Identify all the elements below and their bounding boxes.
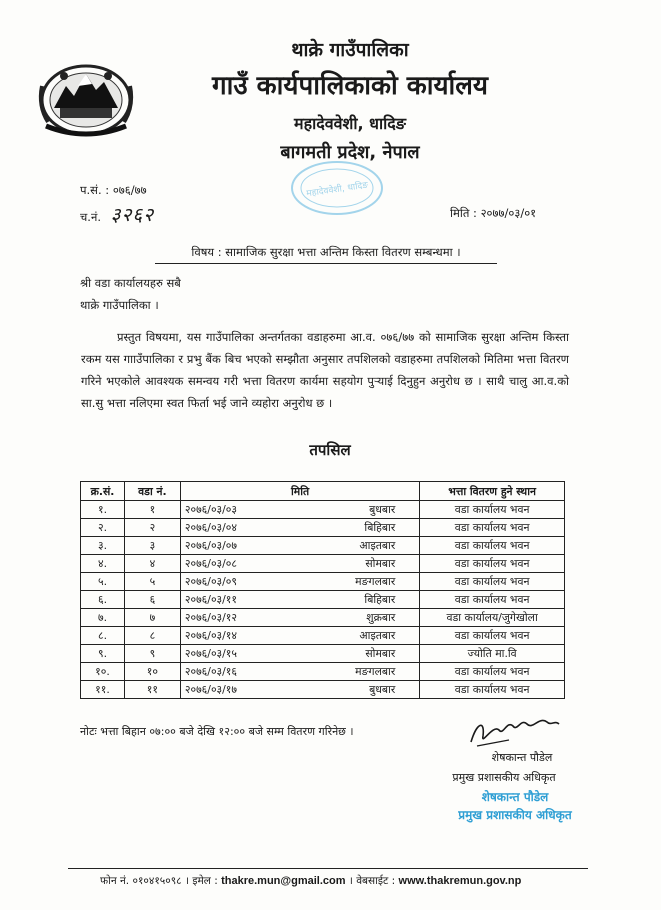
province-name: बागमती प्रदेश, नेपाल xyxy=(280,142,420,163)
row-sn: ७. xyxy=(81,609,125,627)
table-row xyxy=(81,537,565,555)
phone-number: ०१०४१५०९८ xyxy=(132,875,182,887)
municipality-name: थाक्रे गाउँपालिका xyxy=(291,39,409,61)
cn-label: च.नं. xyxy=(80,210,101,224)
row-place: वडा कार्यालय भवन xyxy=(420,663,565,681)
row-date-cell xyxy=(180,537,419,555)
row-ward: १ xyxy=(124,501,180,519)
table-row xyxy=(81,573,565,591)
row-sn: ८. xyxy=(81,627,125,645)
letter-date xyxy=(450,206,536,221)
row-date: २०७६/०३/०७ xyxy=(184,539,238,552)
row-date: २०७६/०३/११ xyxy=(184,593,238,606)
row-date-cell xyxy=(180,627,419,645)
schedule-heading: तपसिल xyxy=(309,441,351,459)
row-ward: ५ xyxy=(124,573,180,591)
table-header-row xyxy=(81,482,565,501)
table-row xyxy=(81,663,565,681)
row-place: वडा कार्यालय भवन xyxy=(420,537,565,555)
row-ward: ८ xyxy=(124,627,180,645)
row-sn: १. xyxy=(81,501,125,519)
row-date: २०७६/०३/१६ xyxy=(184,665,238,678)
row-date-cell xyxy=(180,591,419,609)
row-date: २०७६/०३/१४ xyxy=(184,629,238,642)
patra-sankhya xyxy=(80,183,147,198)
table-row xyxy=(81,645,565,663)
row-date-cell xyxy=(180,519,419,537)
signature-mark xyxy=(463,712,563,752)
row-day: सोमबार xyxy=(365,557,396,570)
row-place: वडा कार्यालय/जुगेखोला xyxy=(420,609,565,627)
row-ward: ७ xyxy=(124,609,180,627)
table-row xyxy=(81,591,565,609)
row-place: वडा कार्यालय भवन xyxy=(420,573,565,591)
col-place-header: भत्ता वितरण हुने स्थान xyxy=(420,482,565,501)
row-day: बिहिबार xyxy=(364,521,396,534)
row-date: २०७६/०३/०३ xyxy=(184,503,238,516)
row-sn: ९. xyxy=(81,645,125,663)
row-ward: १० xyxy=(124,663,180,681)
row-date: २०७६/०३/१५ xyxy=(184,647,238,660)
letter-body-text: प्रस्तुत विषयमा, यस गाउँपालिका अन्तर्गतका वडाहरुमा आ.व. ०७६/७७ को सामाजिक सुरक्षा अन्तिम किस्ता रकम यस गााउँपालिका र प्रभु बैंक बिच भएको सम्झौता अनुसार तपशिलको वडाहरुमा तपशिलको मितिमा भत्ता वितरण गरिने भएकोले आवश्यक समन्वय गरी भत्ता वितरण कार्यमा सहयोग पुऱ्याई दिनुहुन अनुरोध छ । साथै चालु आ.व.को सा.सु भत्ता नलिएमा स्वत फिर्ता भई जाने व्यहोरा अनुरोध छ । xyxy=(81,330,569,410)
row-ward: ९ xyxy=(124,645,180,663)
row-date-cell xyxy=(180,663,419,681)
row-sn: ६. xyxy=(81,591,125,609)
footer-divider xyxy=(68,868,588,869)
table-row xyxy=(81,501,565,519)
row-date: २०७६/०३/१७ xyxy=(184,683,238,696)
website-link[interactable]: www.thakremun.gov.np xyxy=(398,875,522,887)
row-date: २०७६/०३/१२ xyxy=(184,611,238,624)
date-value: २०७७/०३/०१ xyxy=(480,206,537,220)
signatory-name: शेषकान्त पौडेल xyxy=(491,751,553,764)
ps-value: ०७६/७७ xyxy=(112,183,147,197)
web-label: वेबसाईट : xyxy=(356,875,396,887)
table-row xyxy=(81,681,565,699)
distribution-time-note: नोटः भत्ता बिहान ०७:०० बजे देखि १२:०० बजे सम्म वितरण गरिनेछ । xyxy=(80,725,354,738)
row-date: २०७६/०३/०४ xyxy=(184,521,238,534)
office-name: गाउँ कार्यपालिकाको कार्यालय xyxy=(212,71,488,101)
row-date-cell xyxy=(180,645,419,663)
row-day: मङगलबार xyxy=(355,665,396,678)
addressee-line1: श्री वडा कार्यालयहरु सबै xyxy=(80,276,181,290)
chalani-number xyxy=(80,201,154,227)
table-row xyxy=(81,609,565,627)
email-link[interactable]: thakre.mun@gmail.com xyxy=(221,875,346,887)
row-sn: ५. xyxy=(81,573,125,591)
phone-label: फोन नं. xyxy=(100,875,130,887)
table-row xyxy=(81,627,565,645)
row-day: सोमबार xyxy=(365,647,396,660)
cn-value: ३२६२ xyxy=(110,204,155,226)
row-sn: ११. xyxy=(81,681,125,699)
schedule-table xyxy=(80,481,565,699)
row-day: मङगलबार xyxy=(355,575,396,588)
row-date-cell xyxy=(180,609,419,627)
ps-label: प.सं. : xyxy=(80,183,110,197)
row-ward: ११ xyxy=(124,681,180,699)
seal-title: प्रमुख प्रशासकीय अधिकृत xyxy=(458,808,572,822)
footer-separator: । xyxy=(184,875,189,887)
footer-separator: । xyxy=(348,875,353,887)
row-day: शुक्रबार xyxy=(366,611,396,624)
row-place: वडा कार्यालय भवन xyxy=(420,627,565,645)
letter-body xyxy=(81,326,569,414)
seal-name: शेषकान्त पौडेल xyxy=(481,790,549,804)
email-label: इमेल : xyxy=(192,875,218,887)
table-row xyxy=(81,555,565,573)
row-place: वडा कार्यालय भवन xyxy=(420,681,565,699)
row-sn: २. xyxy=(81,519,125,537)
nepal-emblem-icon xyxy=(34,56,138,140)
row-ward: २ xyxy=(124,519,180,537)
row-ward: ४ xyxy=(124,555,180,573)
row-date-cell xyxy=(180,555,419,573)
col-date-header: मिति xyxy=(180,482,419,501)
signatory-title: प्रमुख प्रशासकीय अधिकृत xyxy=(452,771,556,784)
row-day: बुधबार xyxy=(369,503,396,516)
row-date-cell xyxy=(180,681,419,699)
row-place: वडा कार्यालय भवन xyxy=(420,501,565,519)
row-place: वडा कार्यालय भवन xyxy=(420,519,565,537)
row-ward: ३ xyxy=(124,537,180,555)
row-place: ज्योति मा.वि xyxy=(420,645,565,663)
row-day: बुधबार xyxy=(369,683,396,696)
row-place: वडा कार्यालय भवन xyxy=(420,555,565,573)
stamp-text: महादेववेशी, धादिङ xyxy=(305,180,369,200)
addressee-line2: थाक्रे गाउँपालिका । xyxy=(80,298,159,312)
footer-contact xyxy=(100,874,580,888)
row-ward: ६ xyxy=(124,591,180,609)
row-date-cell xyxy=(180,501,419,519)
office-address: महादेववेशी, धादिङ xyxy=(294,114,406,133)
row-date-cell xyxy=(180,573,419,591)
row-day: आइतबार xyxy=(359,629,396,642)
row-sn: १०. xyxy=(81,663,125,681)
row-date: २०७६/०३/०९ xyxy=(184,575,238,588)
date-label: मिति : xyxy=(450,206,477,220)
letter-subject: विषय : सामाजिक सुरक्षा भत्ता अन्तिम किस्ता वितरण सम्बन्धमा । xyxy=(155,243,497,264)
row-place: वडा कार्यालय भवन xyxy=(420,591,565,609)
col-ward-header: वडा नं. xyxy=(124,482,180,501)
col-sn-header: क्र.सं. xyxy=(81,482,125,501)
table-row xyxy=(81,519,565,537)
row-date: २०७६/०३/०८ xyxy=(184,557,238,570)
row-day: आइतबार xyxy=(359,539,396,552)
office-stamp xyxy=(288,158,386,218)
row-sn: ३. xyxy=(81,537,125,555)
row-day: बिहिबार xyxy=(364,593,396,606)
row-sn: ४. xyxy=(81,555,125,573)
